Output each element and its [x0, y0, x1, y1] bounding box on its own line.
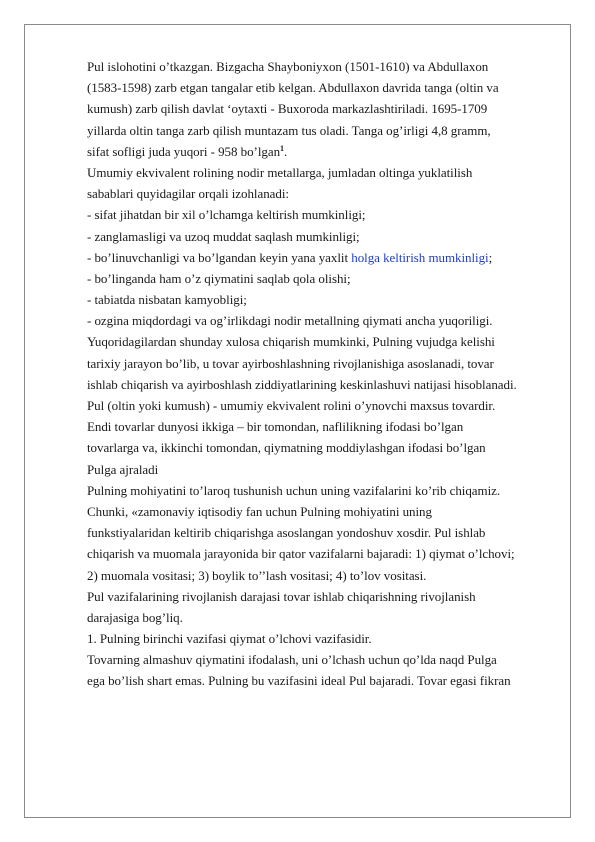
text-line: 1. Pulning birinchi vazifasi qiymat o’lchovi vazifasidir. [87, 631, 372, 647]
hyperlink[interactable]: holga keltirish mumkinligi [351, 249, 489, 265]
text-line: tarixiy jarayon bo’lib, u tovar ayirboshlashning rivojlanishiga asoslanadi, tovar [87, 355, 494, 371]
text-line: ishlab chiqarish va ayirboshlash ziddiyatlarining keskinlashuvi natijasi hisoblanadi. [87, 376, 517, 392]
text-line: kumush) zarb qilish davlat ‘oytaxti - Buxoroda markazlashtiriladi. 1695-1709 [87, 101, 488, 117]
text-line: ega bo’lish shart emas. Pulning bu vazifasini ideal Pul bajaradi. Tovar egasi fikran [87, 673, 511, 689]
text-line: - bo’linganda ham o’z qiymatini saqlab qola olishi; [87, 270, 351, 286]
text-line: funkstiyalaridan keltirib chiqarishga asoslangan yondoshuv xosdir. Pul ishlab [87, 525, 486, 541]
footnote-marker[interactable]: 1 [280, 143, 284, 153]
text-line: 2) muomala vositasi; 3) boylik to’’lash vositasi; 4) to’lov vositasi. [87, 567, 427, 583]
text-line: yillarda oltin tanga zarb qilish muntazam tus oladi. Tanga og’irligi 4,8 gramm, [87, 122, 491, 138]
text-line: - tabiatda nisbatan kamyobligi; [87, 292, 247, 308]
text-segment: - bo’linuvchanligi va bo’lgandan keyin yana yaxlit [87, 249, 352, 265]
text-segment: . [283, 143, 288, 159]
text-line: - zanglamasligi va uzoq muddat saqlash mumkinligi; [87, 228, 360, 244]
text-line: Endi tovarlar dunyosi ikkiga – bir tomondan, naflilikning ifodasi bo’lgan [87, 419, 464, 435]
text-line: Yuqoridagilardan shunday xulosa chiqarish mumkinki, Pulning vujudga kelishi [87, 334, 495, 350]
text-line: - sifat jihatdan bir xil o’lchamga keltirish mumkinligi; [87, 207, 366, 223]
text-line: (1583-1598) zarb etgan tangalar etib kelgan. Abdullaxon davrida tanga (oltin va [87, 80, 499, 96]
text-line: Umumiy ekvivalent rolining nodir metallarga, jumladan oltinga yuklatilish [87, 164, 473, 180]
text-segment: ; [488, 249, 493, 265]
text-line: chiqarish va muomala jarayonida bir qator vazifalarni bajaradi: 1) qiymat o’lchovi; [87, 546, 515, 562]
document-body [87, 56, 557, 692]
text-line: - ozgina miqdordagi va og’irlikdagi nodir metallning qiymati ancha yuqoriligi. [87, 313, 493, 329]
text-line: Pul (oltin yoki kumush) - umumiy ekvivalent rolini o’ynovchi maxsus tovardir. [87, 398, 496, 413]
text-line: Pul islohotini o’tkazgan. Bizgacha Shayboniyxon (1501-1610) va Abdullaxon [87, 59, 489, 74]
text-line: Pulga ajraladi [87, 461, 159, 477]
text-line: darajasiga bog’liq. [87, 609, 183, 625]
text-line [87, 141, 557, 162]
text-line: tovarlarga va, ikkinchi tomondan, qiymatning moddiylashgan ifodasi bo’lgan [87, 440, 486, 456]
text-line: Pulning mohiyatini to’laroq tushunish uchun uning vazifalarini ko’rib chiqamiz. [87, 482, 501, 498]
text-line: sabablari quyidagilar orqali izohlanadi: [87, 186, 289, 202]
text-line: Chunki, «zamonaviy iqtisodiy fan uchun Pulning mohiyatini uning [87, 503, 432, 519]
text-line [87, 247, 557, 268]
text-segment: sifat sofligi juda yuqori - 958 bo’lgan [87, 143, 281, 159]
text-line: Tovarning almashuv qiymatini ifodalash, uni o’lchash uchun qo’lda naqd Pulga [87, 652, 497, 668]
text-line: Pul vazifalarining rivojlanish darajasi tovar ishlab chiqarishning rivojlanish [87, 588, 476, 604]
